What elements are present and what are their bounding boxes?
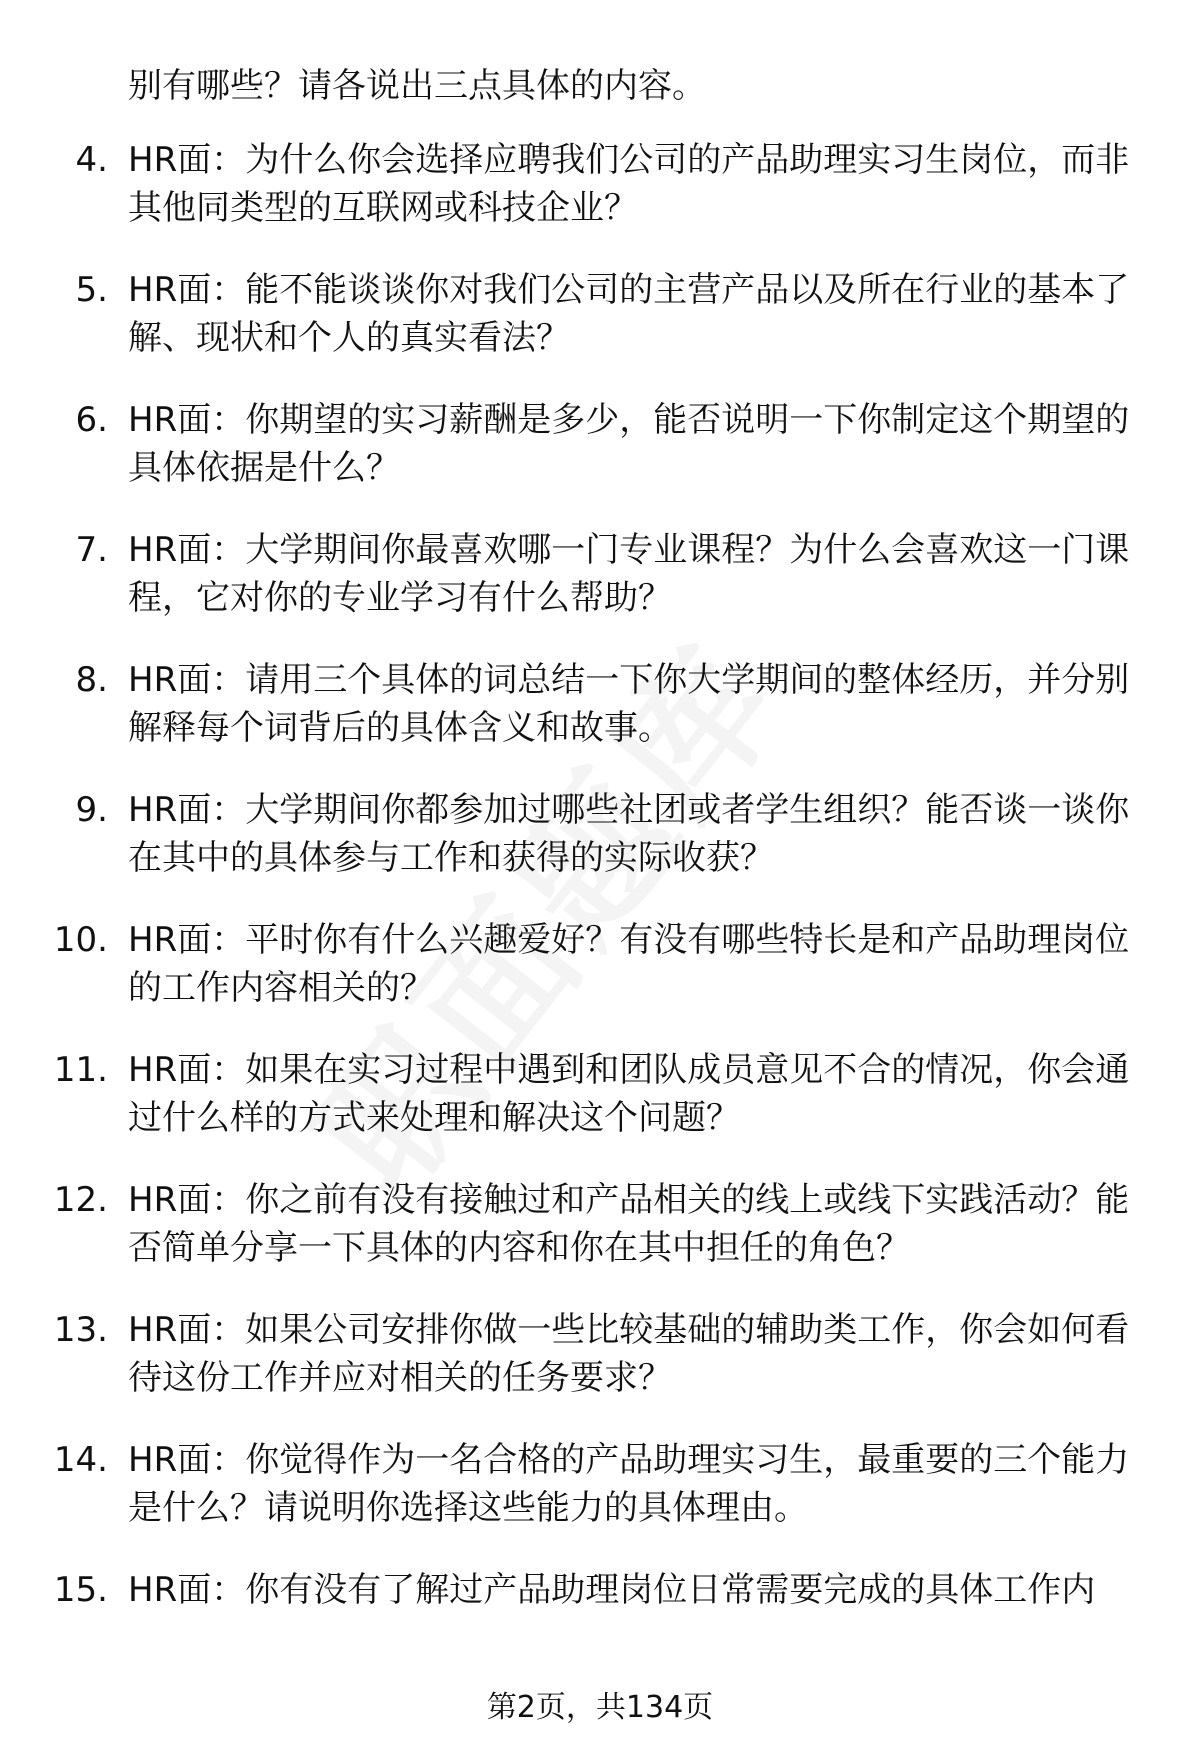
question-text: HR面：为什么你会选择应聘我们公司的产品助理实习生岗位，而非其他同类型的互联网或科技企业？ xyxy=(128,140,1130,228)
question-text: HR面：你觉得作为一名合格的产品助理实习生，最重要的三个能力是什么？请说明你选择这些能力的具体理由。 xyxy=(128,1440,1130,1528)
question-number: 7. xyxy=(75,530,108,570)
question-text: HR面：平时你有什么兴趣爱好？有没有哪些特长是和产品助理岗位的工作内容相关的？ xyxy=(128,920,1130,1008)
question-number: 8. xyxy=(75,660,108,700)
question-item-11 xyxy=(0,1046,1200,1176)
question-number: 5. xyxy=(75,270,108,310)
question-number: 11. xyxy=(53,1050,108,1090)
question-item-14 xyxy=(0,1436,1200,1566)
question-item-6 xyxy=(0,396,1200,526)
question-text: HR面：如果公司安排你做一些比较基础的辅助类工作，你会如何看待这份工作并应对相关的任务要求？ xyxy=(128,1310,1130,1398)
question-item-12 xyxy=(0,1176,1200,1306)
question-text: HR面：能不能谈谈你对我们公司的主营产品以及所在行业的基本了解、现状和个人的真实看法？ xyxy=(128,270,1130,358)
question-item-5 xyxy=(0,266,1200,396)
question-number: 13. xyxy=(53,1310,108,1350)
question-number: 4. xyxy=(75,140,108,180)
question-item-10 xyxy=(0,916,1200,1046)
question-text: HR面：你有没有了解过产品助理岗位日常需要完成的具体工作内 xyxy=(128,1570,1096,1610)
question-text: HR面：大学期间你都参加过哪些社团或者学生组织？能否谈一谈你在其中的具体参与工作和获得的实际收获？ xyxy=(128,790,1130,878)
question-text: HR面：大学期间你最喜欢哪一门专业课程？为什么会喜欢这一门课程，它对你的专业学习有什么帮助？ xyxy=(128,530,1130,618)
question-text: HR面：请用三个具体的词总结一下你大学期间的整体经历，并分别解释每个词背后的具体含义和故事。 xyxy=(128,660,1130,748)
question-item-13 xyxy=(0,1306,1200,1436)
question-number: 15. xyxy=(53,1570,108,1610)
page-number-footer: 第2页，共134页 xyxy=(486,1690,714,1725)
question-text: HR面：你期望的实习薪酬是多少，能否说明一下你制定这个期望的具体依据是什么？ xyxy=(128,400,1130,488)
question-number: 10. xyxy=(53,920,108,960)
question-number: 14. xyxy=(53,1440,108,1480)
question-item-15 xyxy=(0,1566,1200,1696)
question-item-4 xyxy=(0,136,1200,266)
question-item-7 xyxy=(0,526,1200,656)
question-list xyxy=(0,136,1200,1696)
question-item-9 xyxy=(0,786,1200,916)
continuation-text: 别有哪些？请各说出三点具体的内容。 xyxy=(128,66,706,106)
question-item-8 xyxy=(0,656,1200,786)
question-number: 12. xyxy=(53,1180,108,1220)
question-text: HR面：你之前有没有接触过和产品相关的线上或线下实践活动？能否简单分享一下具体的内容和你在其中担任的角色？ xyxy=(128,1180,1130,1268)
question-text: HR面：如果在实习过程中遇到和团队成员意见不合的情况，你会通过什么样的方式来处理和解决这个问题？ xyxy=(128,1050,1130,1138)
question-number: 6. xyxy=(75,400,108,440)
question-number: 9. xyxy=(75,790,108,830)
